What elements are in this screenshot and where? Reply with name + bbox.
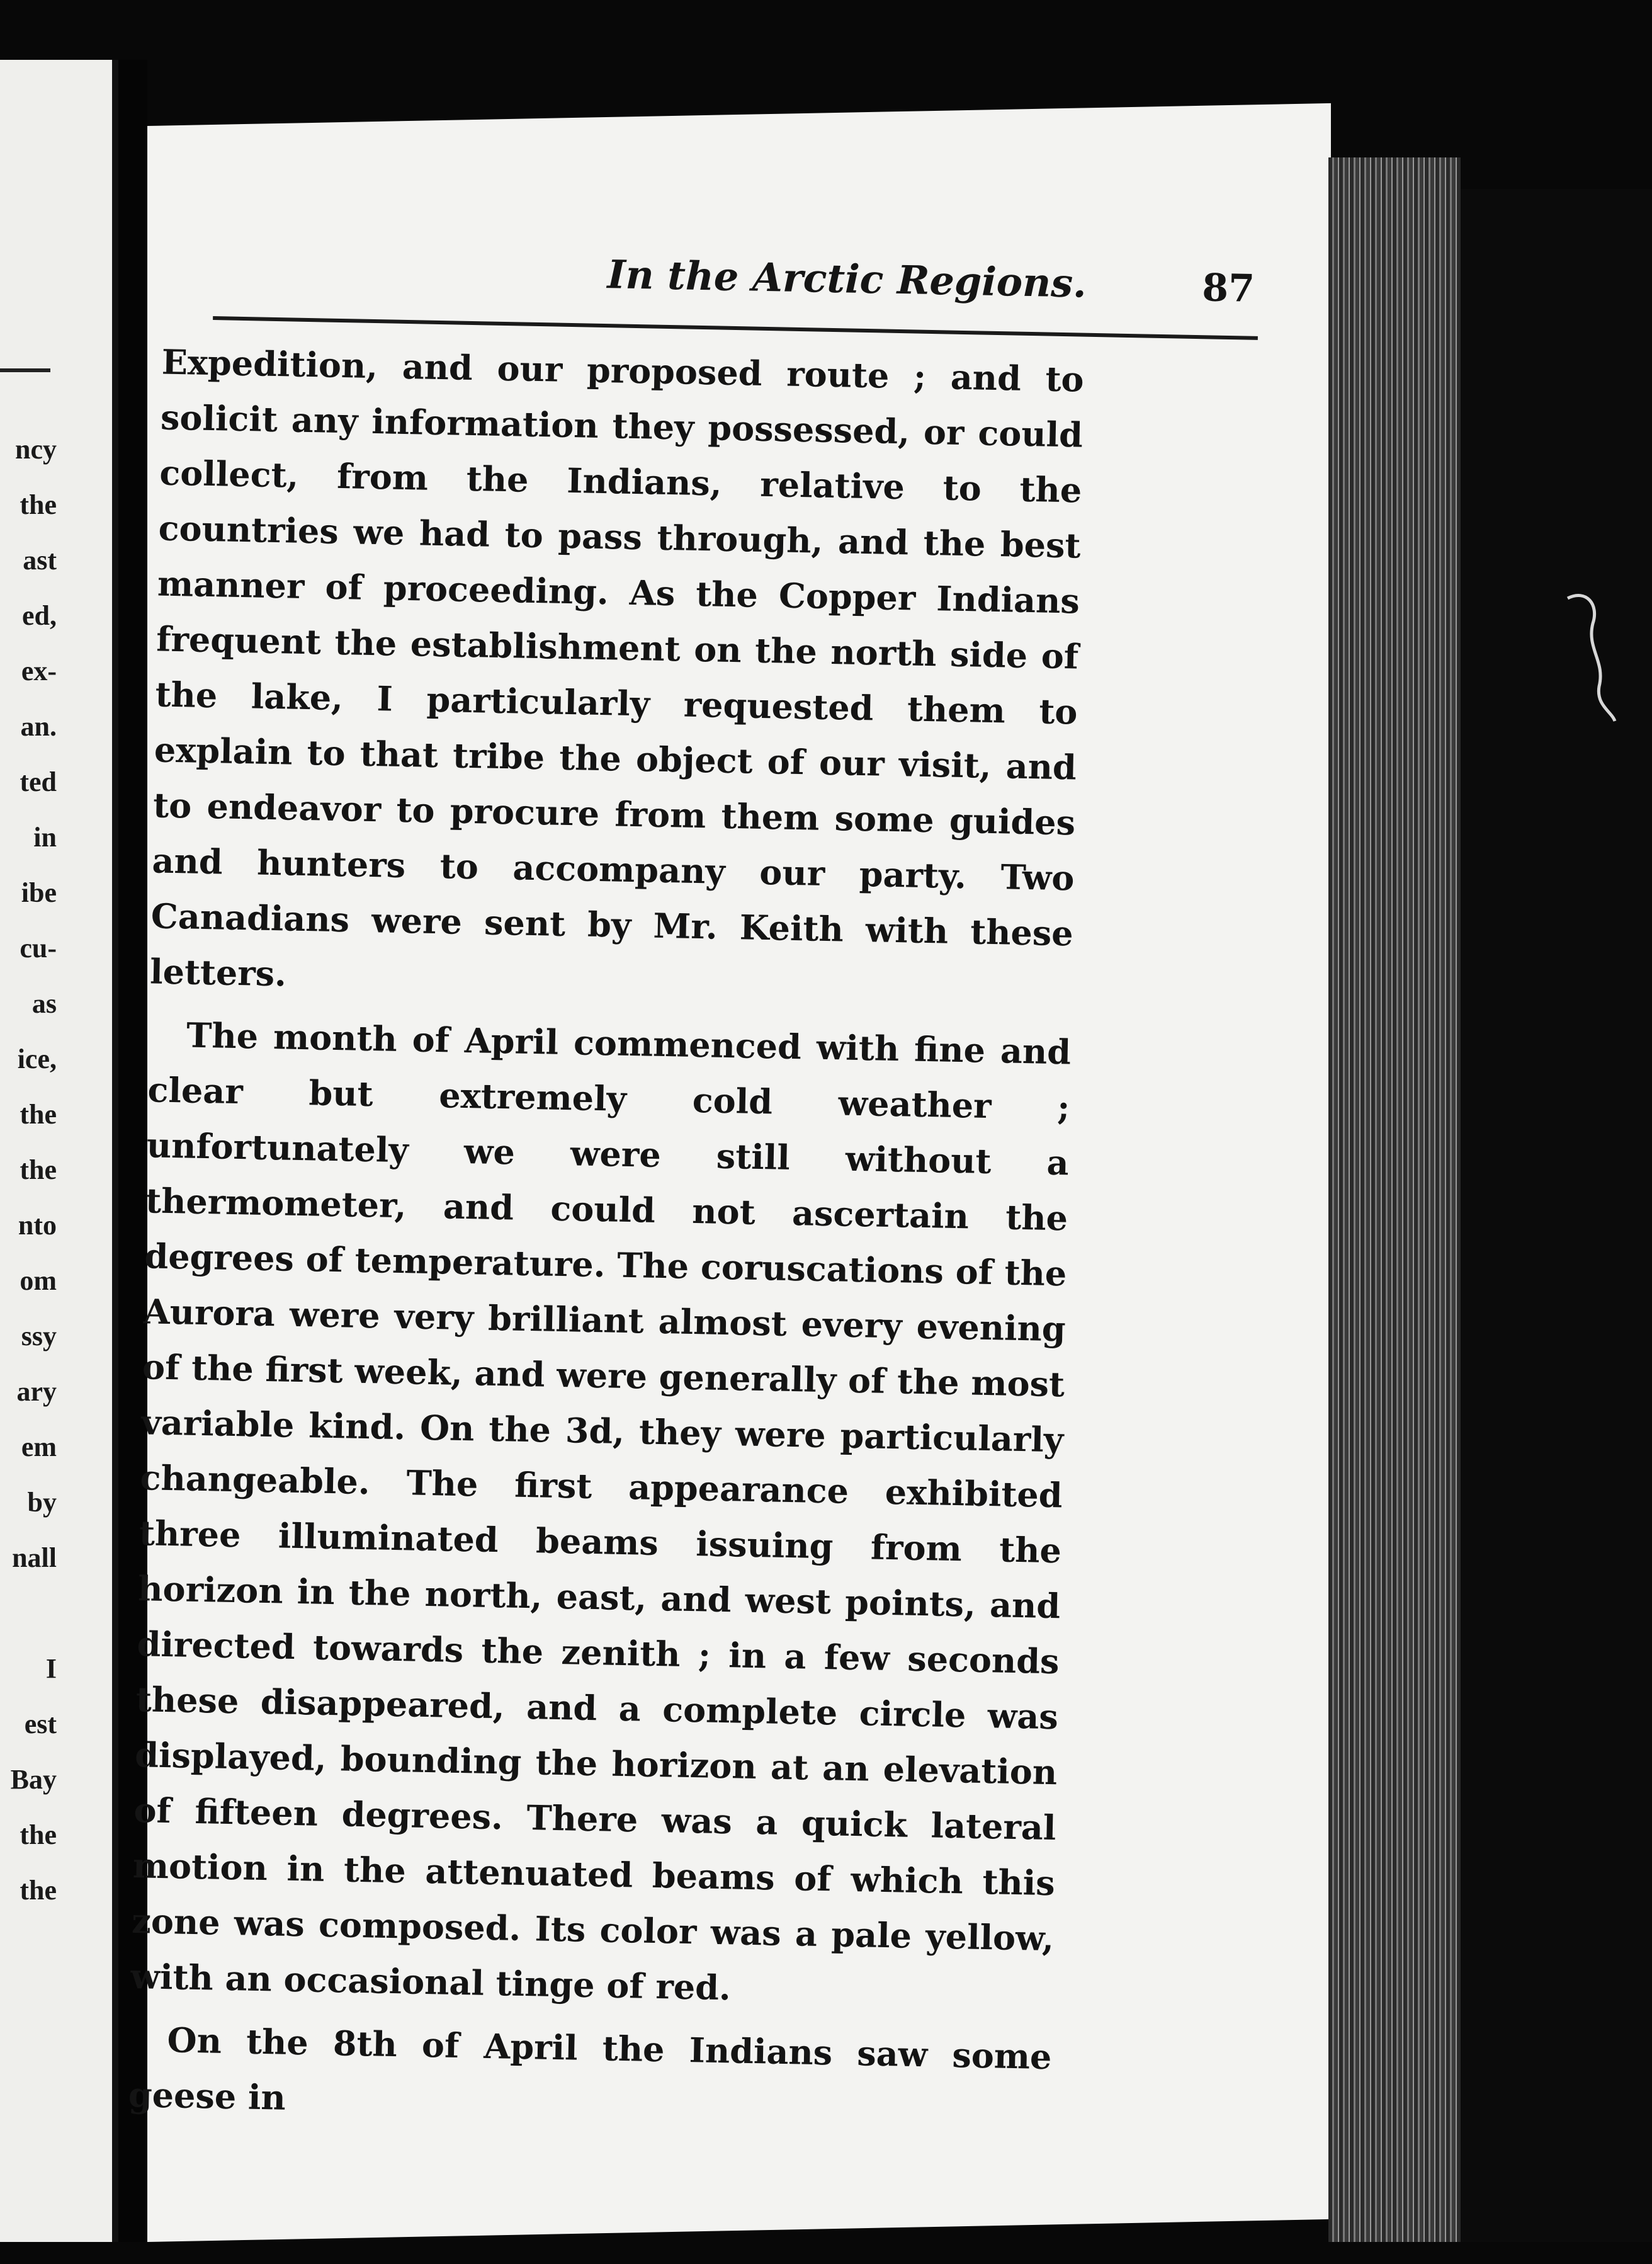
previous-page-line: the <box>20 1875 57 1906</box>
previous-page-line: ibe <box>21 877 57 908</box>
previous-page-line: in <box>33 822 57 853</box>
paragraph: On the 8th of April the Indians saw some geese in <box>128 2020 1053 2118</box>
body-text <box>128 334 1084 2141</box>
previous-page-rule <box>0 368 50 372</box>
previous-page-line: ted <box>20 766 57 797</box>
previous-page-line: ex- <box>21 656 57 686</box>
page-block-edge <box>1328 157 1461 2242</box>
previous-page-line: an. <box>20 711 57 742</box>
previous-page <box>0 60 118 2242</box>
previous-page-text <box>0 422 57 1918</box>
previous-page-line: em <box>21 1431 57 1462</box>
previous-page-line: ast <box>23 545 57 576</box>
running-head: In the Arctic Regions. <box>606 251 1087 307</box>
previous-page-line: the <box>20 489 57 520</box>
previous-page-line: the <box>20 1099 57 1130</box>
book-cover-edge <box>1461 189 1652 2242</box>
previous-page-line: by <box>27 1487 57 1518</box>
previous-page-line: nall <box>12 1542 57 1573</box>
page-number: 87 <box>1201 266 1255 311</box>
paragraph: Expedition, and our proposed route ; and to solicit any information they possessed, or could collect, from the Indians, relative to the countries we had to pass through, and the best manner of proceeding. As the Copper Indians frequent the establishment on the north side of the lake, I particularly requested them to explain to that tribe the object of our visit, and to endeavor to procure from them some guides and hunters to accompany our party. Two Canadians were sent by Mr. Keith with these letters. <box>149 341 1085 994</box>
previous-page-line: Bay <box>10 1764 57 1795</box>
paragraph: The month of April commenced with fine and clear but extremely cold weather ; unfortunately we were still without a thermometer, and could not ascertain the degrees of temperature. The coruscations of the Aurora were very brilliant almost every evening of the first week, and were generally of the most variable kind. On the 3d, they were particularly changeable. The first appearance exhibited three illuminated beams issuing from the horizon in the north, east, and west points, and directed towards the zenith ; in a few seconds these disappeared, and a complete circle was displayed, bounding the horizon at an elevation of fifteen degrees. There was a quick lateral motion in the attenuated beams of which this zone was composed. Its color was a pale yellow, with an occasional tinge of red. <box>130 1015 1072 2008</box>
previous-page-line: nto <box>18 1210 57 1241</box>
previous-page-line: ncy <box>15 434 57 465</box>
paper-mark-icon <box>1561 586 1618 724</box>
previous-page-line: I <box>45 1653 57 1684</box>
previous-page-line: est <box>24 1709 57 1739</box>
page-header <box>458 249 1265 327</box>
previous-page-line: the <box>20 1154 57 1185</box>
page-content <box>106 126 1330 2264</box>
previous-page-line: ary <box>16 1376 57 1407</box>
previous-page-line: om <box>20 1265 57 1296</box>
previous-page-line: ssy <box>21 1321 57 1351</box>
previous-page-line: as <box>31 988 57 1019</box>
previous-page-line: ice, <box>17 1044 57 1074</box>
previous-page-line: ed, <box>22 600 57 631</box>
previous-page-line: cu- <box>20 933 57 964</box>
previous-page-line: the <box>20 1819 57 1850</box>
